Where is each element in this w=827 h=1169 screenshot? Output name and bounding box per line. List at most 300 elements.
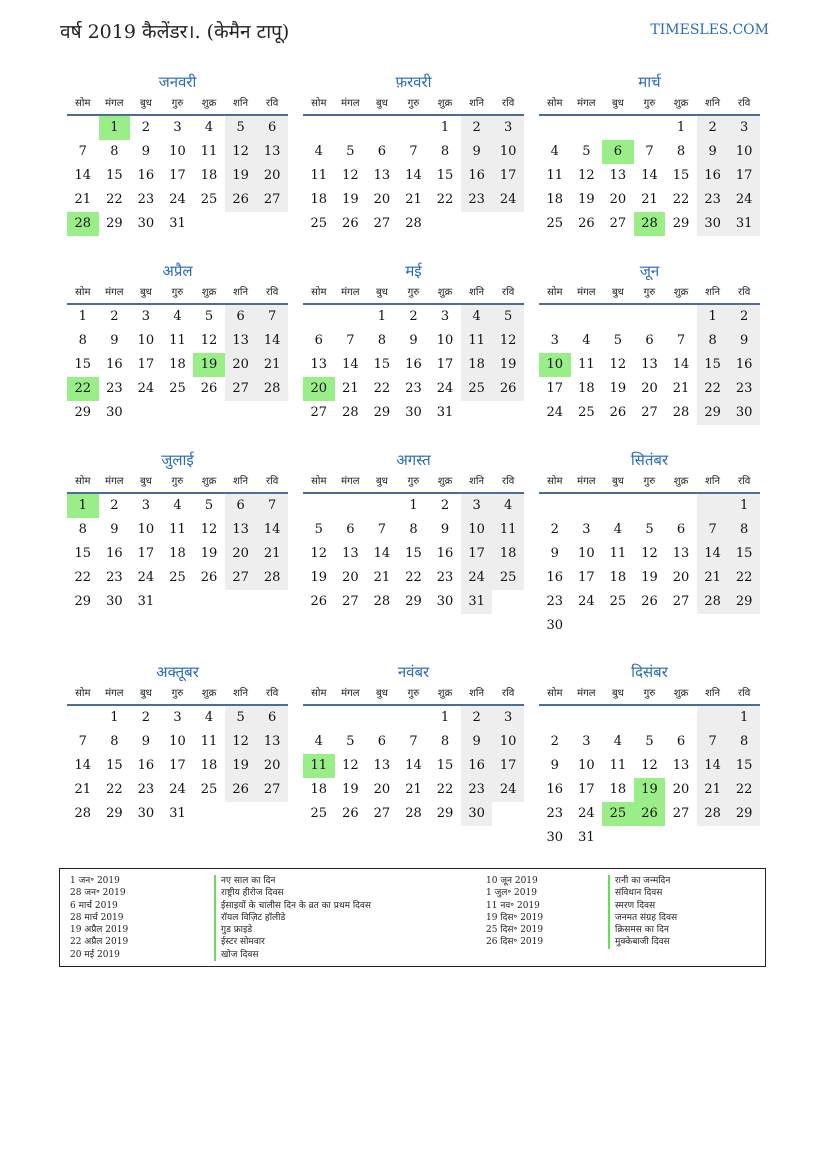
weekday-label: रवि: [738, 287, 751, 298]
day-cell: 11: [169, 333, 186, 348]
weekday-label: सोम: [547, 98, 563, 109]
day-cell: 21: [373, 570, 391, 585]
day-cell: 15: [106, 758, 123, 773]
day-cell: 12: [641, 758, 658, 773]
weekday-label: बुध: [139, 287, 152, 298]
day-cell: 23: [137, 782, 155, 797]
holiday-name: जनमत संग्रह दिवस: [608, 912, 677, 924]
day-cell: 25: [200, 782, 218, 797]
day-cell: 16: [137, 758, 155, 773]
day-cell: 18: [200, 758, 218, 773]
day-cell: 7: [697, 730, 729, 754]
month-name: मार्च: [638, 73, 661, 91]
empty-cell: [571, 494, 603, 518]
day-cell: 9: [728, 329, 760, 353]
empty-cell: [602, 116, 634, 140]
day-cell: 12: [641, 546, 658, 561]
day-cell: 4: [613, 522, 623, 537]
empty-cell: [539, 116, 571, 140]
holiday-name: गुड फ्राइडे: [214, 924, 371, 936]
day-cell: 5: [204, 498, 214, 513]
day-cell: 7: [346, 333, 355, 348]
day-cell: 4: [613, 734, 623, 749]
day-cell: 12: [310, 546, 328, 561]
page-title: वर्ष 2019 कैलेंडर।. (केमैन टापू): [60, 21, 290, 43]
day-cell: 2: [141, 120, 151, 135]
empty-cell: [665, 494, 697, 518]
month-march: [539, 70, 760, 236]
weekday-label: रवि: [738, 688, 751, 699]
weekday-label: बुध: [611, 688, 624, 699]
month-july: [67, 448, 288, 614]
day-cell: 11: [492, 518, 524, 542]
weekday-label: शुक्र: [201, 98, 217, 109]
day-cell: 18: [310, 192, 328, 207]
day-cell: 3: [492, 706, 524, 730]
empty-cell: [602, 706, 634, 730]
day-cell: 4: [461, 305, 493, 329]
day-cell: 21: [697, 566, 729, 590]
day-cell: 1: [440, 120, 450, 135]
day-cell: 6: [377, 144, 387, 159]
day-cell: 28: [405, 806, 422, 821]
day-cell: 6: [645, 333, 654, 348]
day-cell: 15: [74, 357, 92, 372]
month-may: [303, 259, 524, 425]
holiday-day-cell: 26: [634, 802, 666, 826]
weekday-label: बुध: [375, 287, 388, 298]
day-cell: 10: [578, 758, 595, 773]
day-cell: 5: [225, 116, 257, 140]
day-cell: 22: [728, 778, 760, 802]
day-cell: 30: [405, 405, 422, 420]
day-cell: 30: [137, 806, 155, 821]
weekday-header: [67, 94, 288, 116]
holiday-name: राष्ट्रीय हीरोज दिवस: [214, 887, 371, 899]
day-cell: 17: [461, 542, 493, 566]
weekday-label: शुक्र: [201, 476, 217, 487]
day-cell: 13: [225, 329, 257, 353]
month-name: नवंबर: [397, 663, 430, 681]
day-cell: 14: [256, 518, 288, 542]
day-cell: 9: [697, 140, 729, 164]
day-cell: 25: [310, 216, 328, 231]
day-cell: 3: [141, 498, 151, 513]
empty-cell: [697, 706, 729, 730]
holiday-names-right: [608, 875, 677, 949]
holiday-date: 20 मई 2019: [70, 949, 120, 960]
month-september: [539, 448, 760, 638]
day-cell: 12: [342, 758, 359, 773]
weekday-label: बुध: [611, 476, 624, 487]
day-cell: 18: [492, 542, 524, 566]
day-cell: 5: [613, 333, 623, 348]
day-cell: 11: [169, 522, 186, 537]
holiday-date: 19 दिस॰ 2019: [486, 912, 544, 923]
weekday-label: बुध: [375, 98, 388, 109]
weekday-label: गुरु: [643, 287, 656, 298]
day-cell: 24: [492, 778, 524, 802]
day-cell: 1: [728, 494, 760, 518]
day-cell: 18: [609, 782, 627, 797]
month-name: जनवरी: [158, 73, 197, 91]
day-cell: 2: [440, 498, 450, 513]
month-name: फ़रवरी: [395, 73, 432, 91]
weekday-label: रवि: [266, 287, 279, 298]
weekday-label: सोम: [547, 688, 563, 699]
day-cell: 24: [461, 566, 493, 590]
day-cell: 8: [728, 730, 760, 754]
day-cell: 5: [582, 144, 591, 159]
holiday-list: [59, 868, 766, 967]
month-name: अगस्त: [396, 451, 431, 469]
holiday-day-cell: 19: [193, 353, 225, 377]
weekday-label: मंगल: [105, 688, 124, 699]
weekday-label: बुध: [611, 287, 624, 298]
holiday-date: 28 जन॰ 2019: [70, 888, 126, 899]
day-cell: 13: [225, 518, 257, 542]
empty-cell: [366, 116, 398, 140]
day-cell: 31: [169, 806, 186, 821]
day-cell: 27: [310, 405, 328, 420]
holiday-date: 11 नव॰ 2019: [486, 900, 540, 911]
day-cell: 17: [169, 758, 186, 773]
day-cell: 28: [256, 377, 288, 401]
holiday-name: क्रिसमस का दिन: [608, 924, 677, 936]
weekday-label: शुक्र: [673, 688, 689, 699]
empty-cell: [665, 305, 697, 329]
day-grid: [539, 305, 760, 425]
day-cell: 26: [225, 188, 257, 212]
day-cell: 7: [697, 518, 729, 542]
day-cell: 26: [641, 594, 658, 609]
weekday-label: मंगल: [105, 287, 124, 298]
day-cell: 28: [74, 806, 92, 821]
holiday-day-cell: 20: [303, 377, 335, 401]
day-grid: [67, 706, 288, 826]
weekday-label: रवि: [266, 688, 279, 699]
weekday-label: शुक्र: [201, 688, 217, 699]
weekday-label: मंगल: [577, 476, 596, 487]
day-cell: 14: [74, 758, 92, 773]
day-cell: 9: [550, 546, 559, 561]
weekday-label: बुध: [611, 98, 624, 109]
weekday-label: शनि: [469, 688, 485, 699]
weekday-label: शुक्र: [437, 287, 453, 298]
day-cell: 19: [492, 353, 524, 377]
day-cell: 3: [582, 734, 591, 749]
day-cell: 28: [697, 802, 729, 826]
holiday-name: रॉयल विज़िट हॉलीडे: [214, 912, 371, 924]
day-cell: 15: [373, 357, 391, 372]
weekday-label: गुरु: [643, 476, 656, 487]
day-cell: 30: [728, 401, 760, 425]
holiday-name: संविधान दिवस: [608, 887, 677, 899]
day-cell: 29: [106, 216, 123, 231]
empty-cell: [335, 706, 367, 730]
weekday-label: बुध: [375, 688, 388, 699]
day-cell: 31: [436, 405, 454, 420]
day-cell: 25: [609, 594, 627, 609]
day-cell: 3: [582, 522, 591, 537]
empty-cell: [67, 706, 99, 730]
day-cell: 24: [546, 405, 564, 420]
day-cell: 24: [169, 782, 186, 797]
day-cell: 3: [728, 116, 760, 140]
holiday-date: 19 अप्रैल 2019: [70, 925, 129, 936]
day-cell: 30: [106, 594, 123, 609]
holiday-dates-left: [70, 875, 128, 961]
day-cell: 12: [225, 140, 257, 164]
day-cell: 10: [169, 144, 186, 159]
day-cell: 5: [346, 144, 355, 159]
day-cell: 14: [672, 357, 690, 372]
holiday-date: 10 जून 2019: [486, 876, 538, 886]
site-logo-link[interactable]: TIMESLES.COM: [650, 22, 769, 38]
day-cell: 2: [141, 710, 151, 725]
day-cell: 16: [461, 754, 493, 778]
day-cell: 29: [697, 401, 729, 425]
day-cell: 13: [256, 730, 288, 754]
day-cell: 18: [546, 192, 564, 207]
day-cell: 8: [78, 522, 87, 537]
day-cell: 28: [256, 566, 288, 590]
day-cell: 29: [106, 806, 123, 821]
day-cell: 9: [461, 730, 493, 754]
day-cell: 2: [550, 734, 559, 749]
holiday-date: 1 जन॰ 2019: [70, 876, 120, 886]
day-cell: 23: [106, 381, 123, 396]
weekday-label: शनि: [705, 688, 721, 699]
day-cell: 19: [641, 570, 658, 585]
day-cell: 26: [342, 216, 359, 231]
weekday-label: मंगल: [105, 476, 124, 487]
weekday-label: सोम: [311, 98, 327, 109]
day-cell: 24: [578, 594, 595, 609]
day-grid: [67, 116, 288, 236]
day-cell: 22: [373, 381, 391, 396]
day-cell: 21: [74, 192, 92, 207]
day-cell: 28: [342, 405, 359, 420]
holiday-day-cell: 28: [67, 212, 99, 236]
day-cell: 20: [256, 754, 288, 778]
day-cell: 11: [461, 329, 493, 353]
day-cell: 13: [373, 758, 391, 773]
day-cell: 25: [169, 570, 186, 585]
month-name: अक्तूबर: [156, 663, 199, 681]
day-cell: 21: [405, 192, 422, 207]
day-cell: 23: [461, 778, 493, 802]
weekday-label: गुरु: [171, 98, 184, 109]
day-cell: 17: [492, 754, 524, 778]
day-cell: 23: [546, 594, 564, 609]
day-cell: 19: [342, 782, 359, 797]
day-cell: 9: [141, 734, 151, 749]
empty-cell: [602, 494, 634, 518]
day-cell: 24: [137, 381, 155, 396]
empty-cell: [602, 305, 634, 329]
day-cell: 30: [697, 212, 729, 236]
day-cell: 18: [169, 546, 186, 561]
day-cell: 5: [225, 706, 257, 730]
month-name: मई: [405, 262, 422, 280]
month-june: [539, 259, 760, 425]
day-cell: 18: [200, 168, 218, 183]
empty-cell: [366, 706, 398, 730]
empty-cell: [398, 706, 430, 730]
day-cell: 1: [409, 498, 418, 513]
day-cell: 18: [609, 570, 627, 585]
day-cell: 14: [641, 168, 658, 183]
weekday-label: रवि: [502, 287, 515, 298]
day-cell: 29: [74, 594, 92, 609]
day-cell: 7: [256, 305, 288, 329]
weekday-label: मंगल: [577, 688, 596, 699]
day-cell: 6: [256, 116, 288, 140]
day-cell: 17: [436, 357, 454, 372]
day-cell: 1: [697, 305, 729, 329]
day-cell: 21: [256, 353, 288, 377]
weekday-label: सोम: [75, 476, 91, 487]
day-cell: 9: [440, 522, 450, 537]
day-cell: 17: [137, 546, 155, 561]
day-cell: 31: [461, 590, 493, 614]
day-grid: [303, 494, 524, 614]
day-cell: 30: [461, 802, 493, 826]
day-cell: 18: [169, 357, 186, 372]
day-cell: 24: [137, 570, 155, 585]
day-cell: 25: [546, 216, 564, 231]
holiday-day-cell: 25: [602, 802, 634, 826]
day-cell: 26: [609, 405, 627, 420]
day-cell: 17: [578, 782, 595, 797]
day-cell: 29: [436, 806, 454, 821]
weekday-label: गुरु: [407, 688, 420, 699]
weekday-label: शनि: [233, 98, 249, 109]
day-cell: 9: [550, 758, 559, 773]
weekday-label: सोम: [75, 287, 91, 298]
weekday-label: शुक्र: [673, 476, 689, 487]
day-cell: 13: [672, 546, 690, 561]
empty-cell: [303, 706, 335, 730]
day-cell: 11: [200, 734, 218, 749]
day-cell: 26: [225, 778, 257, 802]
holiday-name: रानी का जन्मदिन: [608, 875, 677, 887]
weekday-label: शनि: [233, 688, 249, 699]
holiday-name: खोज दिवस: [214, 949, 371, 961]
day-cell: 29: [74, 405, 92, 420]
day-cell: 4: [582, 333, 591, 348]
day-cell: 5: [314, 522, 323, 537]
holiday-day-cell: 22: [67, 377, 99, 401]
day-cell: 19: [225, 754, 257, 778]
weekday-label: रवि: [266, 476, 279, 487]
day-cell: 2: [110, 309, 119, 324]
day-cell: 4: [204, 710, 214, 725]
day-cell: 25: [310, 806, 328, 821]
empty-cell: [697, 494, 729, 518]
holiday-name: मुक्केबाजी दिवस: [608, 936, 677, 948]
day-cell: 19: [200, 546, 218, 561]
holiday-name: ईस्टर सोमवार: [214, 936, 371, 948]
holiday-date: 22 अप्रैल 2019: [70, 937, 129, 948]
day-cell: 12: [578, 168, 595, 183]
day-cell: 27: [225, 377, 257, 401]
day-cell: 16: [461, 164, 493, 188]
day-cell: 3: [461, 494, 493, 518]
day-cell: 20: [641, 381, 658, 396]
day-cell: 10: [728, 140, 760, 164]
day-cell: 2: [728, 305, 760, 329]
month-august: [303, 448, 524, 614]
empty-cell: [634, 494, 666, 518]
empty-cell: [303, 116, 335, 140]
weekday-label: रवि: [738, 98, 751, 109]
day-grid: [67, 305, 288, 425]
holiday-date: 1 जुल॰ 2019: [486, 888, 537, 899]
day-cell: 21: [256, 542, 288, 566]
day-cell: 15: [405, 546, 422, 561]
day-cell: 6: [314, 333, 323, 348]
weekday-label: शुक्र: [437, 98, 453, 109]
day-cell: 8: [110, 144, 119, 159]
empty-cell: [571, 305, 603, 329]
weekday-label: सोम: [75, 98, 91, 109]
day-cell: 14: [373, 546, 391, 561]
day-cell: 24: [578, 806, 595, 821]
weekday-label: बुध: [375, 476, 388, 487]
day-cell: 14: [697, 542, 729, 566]
day-cell: 8: [697, 329, 729, 353]
day-cell: 26: [578, 216, 595, 231]
day-cell: 18: [461, 353, 493, 377]
empty-cell: [539, 706, 571, 730]
weekday-label: सोम: [547, 287, 563, 298]
weekday-label: रवि: [502, 476, 515, 487]
weekday-label: रवि: [502, 688, 515, 699]
day-cell: 9: [461, 140, 493, 164]
weekday-label: शुक्र: [673, 287, 689, 298]
holiday-date: 26 दिस॰ 2019: [486, 937, 544, 948]
weekday-label: शुक्र: [437, 688, 453, 699]
day-cell: 17: [492, 164, 524, 188]
day-cell: 7: [409, 734, 418, 749]
day-cell: 4: [204, 120, 214, 135]
empty-cell: [303, 494, 335, 518]
month-november: [303, 660, 524, 826]
day-cell: 20: [225, 542, 257, 566]
day-cell: 2: [461, 706, 493, 730]
month-name: जुलाई: [161, 451, 194, 469]
holiday-date: 25 दिस॰ 2019: [486, 925, 544, 936]
month-january: [67, 70, 288, 236]
day-cell: 22: [106, 782, 123, 797]
month-october: [67, 660, 288, 826]
day-cell: 14: [405, 758, 422, 773]
day-cell: 12: [200, 333, 218, 348]
day-cell: 20: [373, 192, 391, 207]
day-cell: 17: [137, 357, 155, 372]
day-cell: 14: [256, 329, 288, 353]
day-cell: 11: [609, 758, 627, 773]
weekday-header: [303, 684, 524, 706]
weekday-header: [539, 684, 760, 706]
day-cell: 23: [697, 188, 729, 212]
day-cell: 6: [377, 734, 387, 749]
day-grid: [539, 494, 760, 638]
day-cell: 19: [342, 192, 359, 207]
day-cell: 29: [728, 802, 760, 826]
